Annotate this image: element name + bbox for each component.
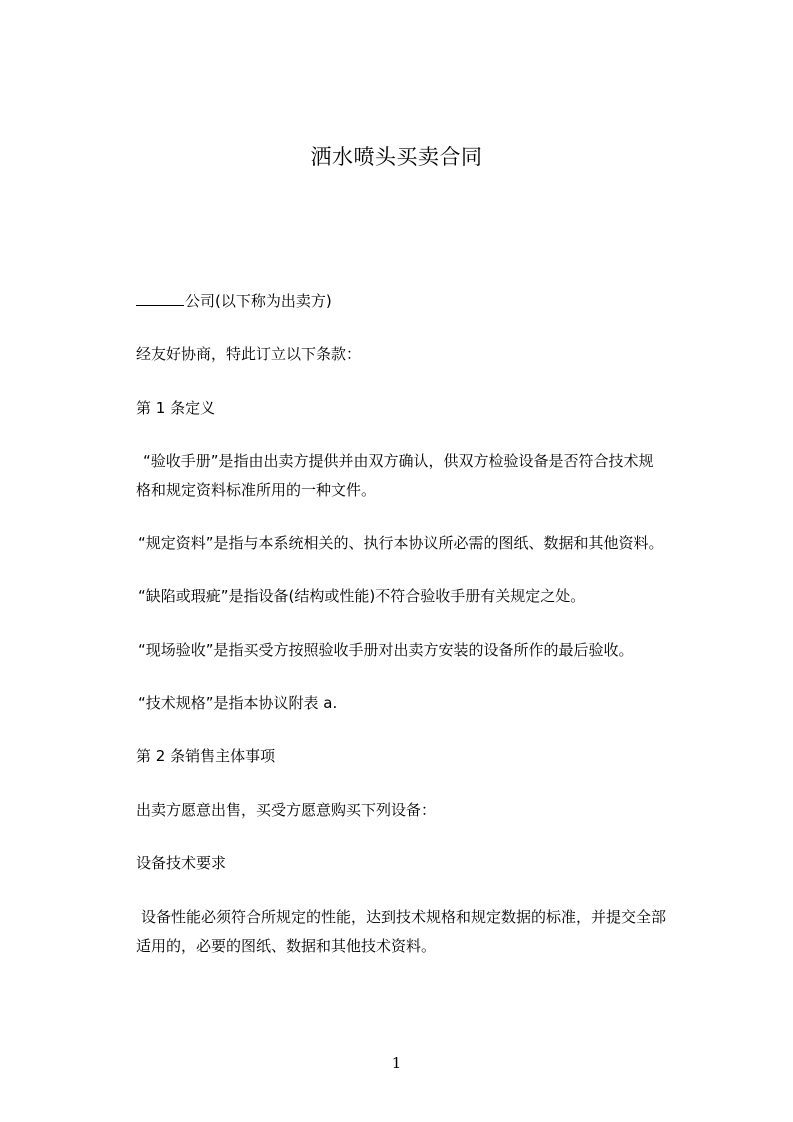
seller-line (136, 286, 696, 316)
definition-site-acceptance: “现场验收”是指买受方按照验收手册对出卖方安装的设备所作的最后验收。 (138, 641, 634, 659)
equipment-requirements-line1: 设备性能必须符合所规定的性能，达到技术规格和规定数据的标准，并提交全部 (141, 908, 667, 926)
page-title: 洒水喷头买卖合同 (310, 145, 483, 169)
definition-defects: “缺陷或瑕疵”是指设备(结构或性能)不符合验收手册有关规定之处。 (138, 587, 586, 605)
article2-heading: 第 2 条销售主体事项 (136, 747, 276, 765)
definition-specified-data: “规定资料”是指与本系统相关的、执行本协议所必需的图纸、数据和其他资料。 (138, 534, 664, 552)
page-number: 1 (391, 1054, 402, 1072)
definition-acceptance-manual-line1: “验收手册”是指由出卖方提供并由双方确认，供双方检验设备是否符合技术规 (143, 452, 654, 470)
article1-heading: 第 1 条定义 (136, 399, 216, 417)
intro-paragraph: 经友好协商，特此订立以下条款： (136, 345, 362, 363)
seller-name-blank (136, 291, 184, 306)
equipment-requirements-line2: 适用的，必要的图纸、数据和其他技术资料。 (136, 937, 437, 955)
article2-text: 出卖方愿意出售，买受方愿意购买下列设备： (136, 801, 437, 819)
seller-line-text: 公司(以下称为出卖方) (185, 292, 332, 310)
definition-acceptance-manual-line2: 格和规定资料标准所用的一种文件。 (136, 481, 377, 499)
definition-technical-specifications: “技术规格”是指本协议附表 a. (138, 694, 338, 712)
equipment-heading: 设备技术要求 (136, 854, 227, 872)
